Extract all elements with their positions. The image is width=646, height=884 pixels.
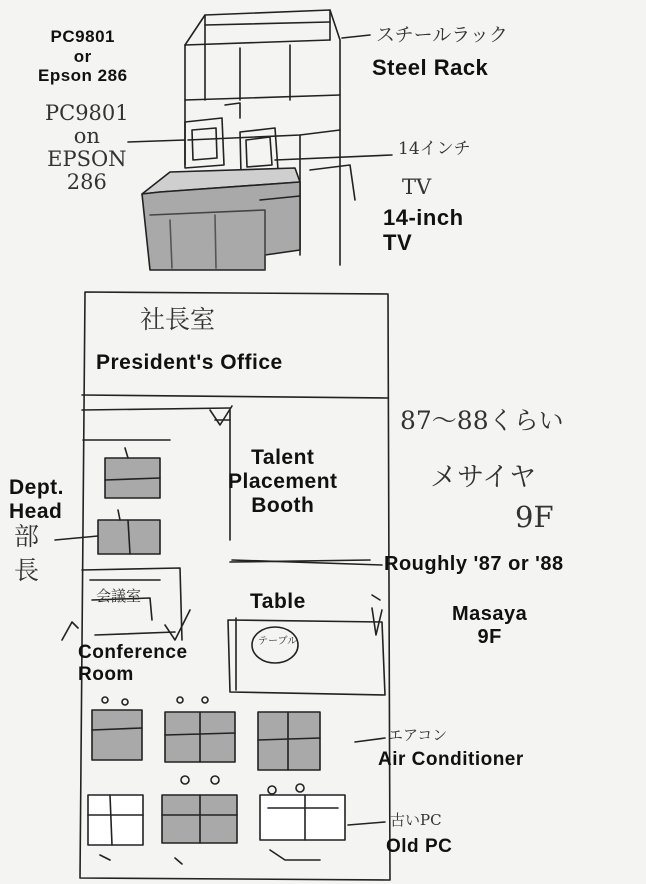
- floor-plan-outline: [80, 292, 390, 880]
- tv-label: 14-inch TV: [383, 205, 464, 256]
- tv-jp-note: 14インチ: [398, 139, 471, 159]
- pc-leader: [128, 140, 185, 142]
- president-jp-note: 社長室: [140, 305, 216, 334]
- table-label: Table: [250, 590, 306, 613]
- desk-drawing: [142, 168, 300, 270]
- old-pc-label: Old PC: [386, 836, 453, 857]
- dept-jp-note: 部 長: [14, 522, 40, 585]
- steel-rack-label: Steel Rack: [372, 55, 489, 80]
- tv-en-note: TV: [402, 175, 432, 199]
- steel-rack-jp-note: スチールラック: [376, 24, 508, 46]
- aircon-jp-note: エアコン: [388, 726, 448, 744]
- pc-model-label: PC9801 or Epson 286: [38, 27, 128, 86]
- oldpc-jp-note: 古いPC: [390, 811, 442, 829]
- work-desks: [88, 697, 345, 864]
- conference-room-label: Conference Room: [78, 642, 188, 685]
- pc-handwritten-note: PC9801 on EPSON 286: [45, 101, 129, 195]
- masaya-label: Masaya 9F: [452, 603, 528, 648]
- table-jp-note: テーブル: [258, 636, 298, 647]
- tv-leader: [275, 155, 392, 160]
- presidents-office-label: President's Office: [96, 351, 283, 374]
- air-conditioner-label: Air Conditioner: [378, 749, 524, 770]
- conference-jp-note: 会議室: [96, 587, 142, 605]
- masaya-jp-note: メサイヤ: [430, 462, 537, 493]
- year-jp-note: 87〜88くらい: [400, 406, 564, 435]
- masaya-floor-note: 9F: [515, 500, 554, 534]
- talent-booth-label: Talent Placement Booth: [228, 446, 338, 518]
- dept-head-desks: [55, 448, 160, 554]
- roughly-year-label: Roughly '87 or '88: [384, 553, 564, 575]
- dept-head-label: Dept. Head: [9, 476, 64, 524]
- steel-rack-leader: [342, 35, 370, 38]
